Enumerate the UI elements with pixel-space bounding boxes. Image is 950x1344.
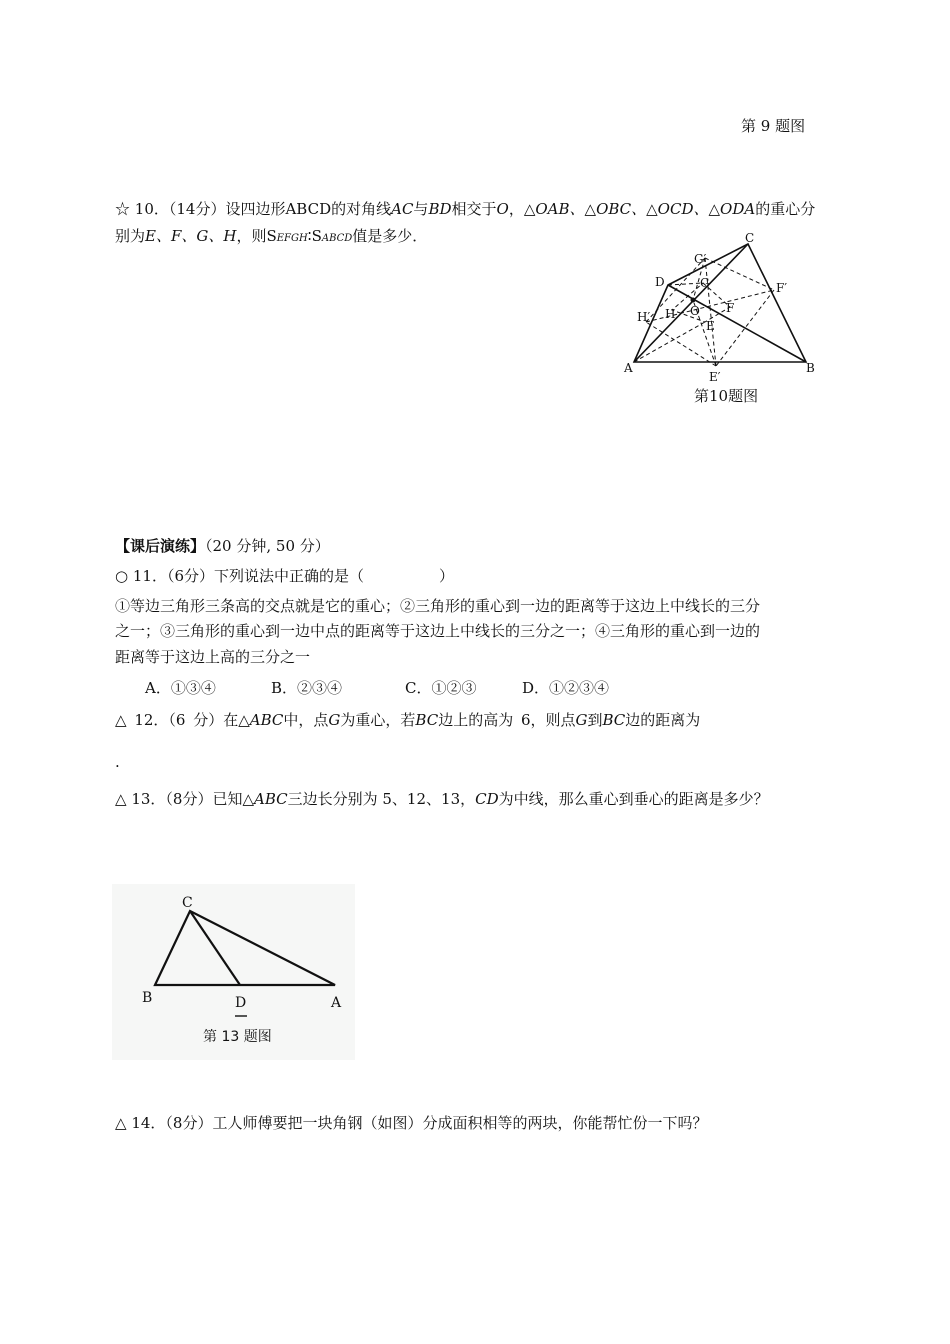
section-header xyxy=(115,536,330,556)
question-10-mark: ☆ xyxy=(115,200,131,218)
figure-13-caption: 第 13 题图 xyxy=(203,1029,272,1045)
fig10-label-g: G xyxy=(700,276,710,290)
question-11-statement-1: ①等边三角形三条高的交点就是它的重心；②三角形的重心到一边的距离等于这边上中线长的三分 xyxy=(115,597,761,615)
question-10-line-2: 别为E、F、G、H，则SEFGH∶SABCD值是多少． xyxy=(115,227,428,245)
question-11-mark: ○ xyxy=(115,567,129,585)
question-11-stem: ○ 11．（6分）下列说法中正确的是（ ） xyxy=(115,567,455,585)
question-11-option-a: A．①③④ xyxy=(145,679,216,697)
question-14-mark: △ xyxy=(115,1114,127,1132)
section-title: 【课后演练】 xyxy=(115,537,206,555)
fig10-label-o: O xyxy=(690,304,700,318)
section-meta: （20 分钟, 50 分） xyxy=(205,537,330,555)
question-13-line: △ 13．（8分）已知△ABC三边长分别为 5、12、13，CD为中线，那么重心到垂心的距离是多少？ xyxy=(115,790,769,808)
question-11-option-c: C．①②③ xyxy=(405,679,477,697)
fig10-label-e-prime: E′ xyxy=(709,370,721,384)
fig10-label-f-prime: F′ xyxy=(776,281,788,295)
fig13-label-a: A xyxy=(331,995,342,1011)
question-11-option-d: D．①②③④ xyxy=(522,679,610,697)
fig10-label-h: H xyxy=(665,307,676,321)
fig10-label-e: E xyxy=(706,319,715,333)
fig10-label-c: C xyxy=(745,231,755,245)
question-11-statement-3: 距离等于这边上高的三分之一 xyxy=(115,648,311,666)
fig13-label-c: C xyxy=(182,895,193,911)
fig10-label-h-prime: H′ xyxy=(637,310,651,324)
fig13-label-b: B xyxy=(142,990,153,1006)
question-14-line: △ 14．（8分）工人师傅要把一块角钢（如图）分成面积相等的两块，你能帮忙份一下吗？ xyxy=(115,1114,708,1132)
fig10-label-g-prime: G′ xyxy=(694,252,707,266)
fig10-label-d: D xyxy=(655,275,665,289)
question-10-line-1: ☆ 10．（14分）设四边形ABCD的对角线AC与BD相交于O，△OAB、△OBC、△OCD、△ODA的重心分 xyxy=(115,200,816,218)
figure-10-diagram xyxy=(620,228,830,388)
figure-10-caption: 第10题图 xyxy=(694,387,759,405)
fig10-label-f: F xyxy=(726,301,735,315)
figure-9-caption: 第 9 题图 xyxy=(741,117,806,135)
fig10-label-b: B xyxy=(806,361,815,375)
fig10-label-a: A xyxy=(624,361,633,375)
question-12-mark: △ xyxy=(115,711,127,729)
question-13-mark: △ xyxy=(115,790,127,808)
question-12-end: . xyxy=(115,753,120,771)
fig13-label-d: D xyxy=(235,995,247,1011)
question-12-line-1: △ 12．（6 分）在△ABC中，点G为重心，若BC边上的高为 6，则点G到BC边的距离为 xyxy=(115,711,701,729)
question-11-option-b: B．②③④ xyxy=(271,679,343,697)
question-11-statement-2: 之一；③三角形的重心到一边中点的距离等于这边上中线长的三分之一；④三角形的重心到一边的 xyxy=(115,622,761,640)
